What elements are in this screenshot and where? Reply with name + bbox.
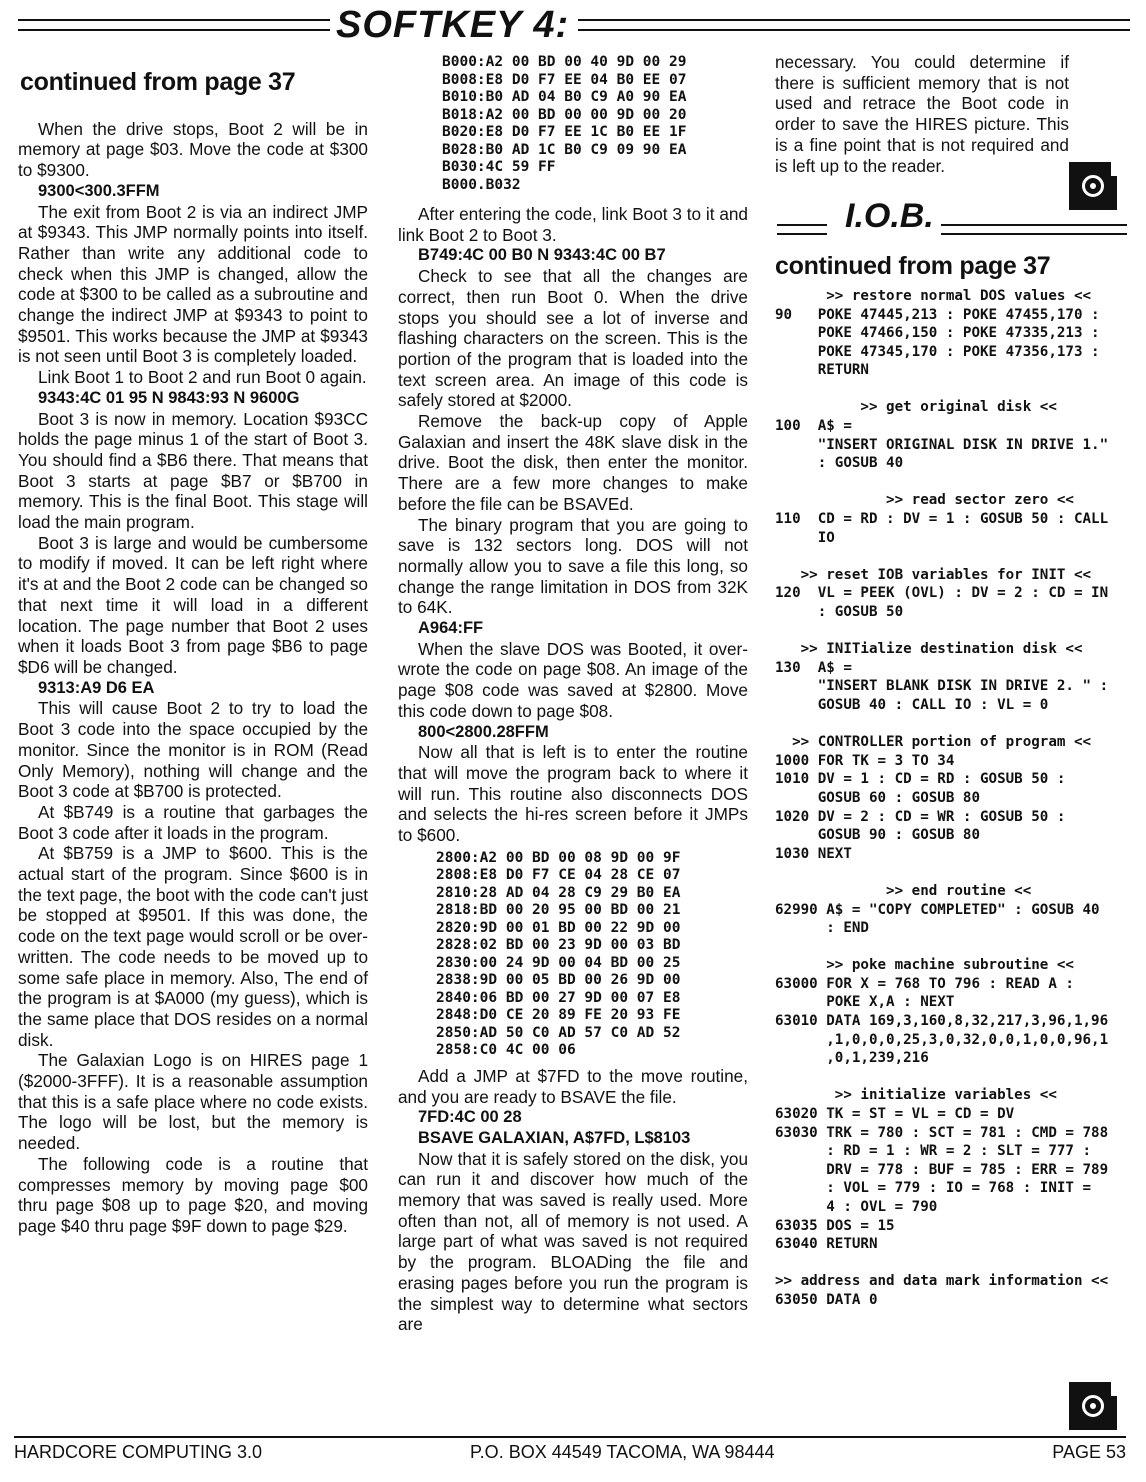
basic-listing: >> restore normal DOS values << 90 POKE 47445,213 : POKE 47455,170 : POKE 47466,150 : POKE 47335,213 : POKE 47345,170 : POKE 47356,173 : RETURN >> get original disk << 100 A$ = "INSERT ORIGINAL DISK IN DRIVE 1." : GOSUB 40 >> read sector zero << 110 CD = RD : DV = 1 : GOSUB 50 : CALL IO >> reset IOB variables for INIT << 120 VL = PEEK (OVL) : DV = 2 : CD = IN : GOSUB 50 >> INITialize destination disk << 130 A$ = "INSERT BLANK DISK IN DRIVE 2. " : GOSUB 40 : CALL IO : VL = 0 >> CONTROLLER portion of program << 1000 FOR TK = 3 TO 34 1010 DV = 1 : CD = RD : GOSUB 50 : GOSUB 60 : GOSUB 80 1020 DV = 2 : CD = WR : GOSUB 50 : GOSUB 90 : GOSUB 80 1030 NEXT >> end routine << 62990 A$ = "COPY COMPLETED" : GOSUB 40 : END >> poke machine subroutine << 63000 FOR X = 768 TO 796 : READ A : POKE X,A : NEXT 63010 DATA 169,3,160,8,32,217,3,96,1,96 ,1,0,0,0,25,3,0,32,0,0,1,0,0,96,1 ,0,1,239,216 >> initialize variables << 63020 TK = ST = VL = CD = DV 63030 TRK = 780 : SCT = 781 : CMD = 788 : RD = 1 : WR = 2 : SLT = 777 : DRV = 778 : BUF = 785 : ERR = 789 : VOL = 779 : IO = 768 : INIT = 4 : OVL = 790 63035 DOS = 15 63040 RETURN >> address and data mark information << 63050 DATA 0 — [775, 287, 1109, 1308]
paragraph: Add a JMP at $7FD to the move routine, and you are ready to BSAVE the file. — [398, 1065, 748, 1107]
floppy-disk-icon — [1069, 162, 1117, 210]
monitor-command: BSAVE GALAXIAN, A$7FD, L$8103 — [418, 1128, 691, 1147]
paragraph: When the drive stops, Boot 2 will be in memory at page $03. Move the code at $300 to $9300. — [18, 118, 368, 181]
column-right — [775, 52, 1127, 1310]
paragraph: Boot 3 is large and would be cumbersome to modify if moved. It can be left right where it's at and the Boot 2 code can be changed so that next time it will load in a different location. The page number that Boot 2 uses when it loads Boot 3 from page $B6 to page $D6 will be changed. — [18, 532, 368, 677]
paragraph: At $B759 is a JMP to $600. This is the actual start of the program. Since $600 is in the text page, the boot with the code can't just be stopped at $9501. If this was done, the code on the text page would scroll or be over-written. The code needs to be moved up to some safe place in memory. Also, The end of the program is at $A000 (my guess), which is the same place that DOS resides on a normal disk. — [18, 843, 368, 1050]
paragraph: This will cause Boot 2 to try to load the Boot 3 code into the space occupied by the monitor. Since the monitor is in ROM (Read Only Memory), nothing will change and the Boot 3 code at $B700 is protected. — [18, 698, 368, 802]
footer-address: P.O. BOX 44549 TACOMA, WA 98444 — [470, 1442, 775, 1462]
monitor-command: B749:4C 00 B0 N 9343:4C 00 B7 — [418, 246, 666, 265]
paragraph: The following code is a routine that compresses memory by moving page $00 thru page $08 up to page $20, and moving page $40 thru page $9F down to page $29. — [18, 1153, 368, 1236]
banner-rule-left — [777, 224, 827, 235]
paragraph: The binary program that you are going to save is 132 sectors long. DOS will not normally allow you to save a file this long, so change the range limitation in DOS from 32K to 64K. — [398, 514, 748, 618]
hex-listing: B000:A2 00 BD 00 40 9D 00 29 B008:E8 D0 F7 EE 04 B0 EE 07 B010:B0 AD 04 B0 C9 A0 90 EA B018:A2 00 BD 00 00 9D 00 20 B020:E8 D0 F7 EE 1C B0 EE 1F B028:B0 AD 1C B0 C9 09 90 EA B030:4C 59 FF B000.B032 — [442, 54, 687, 193]
column-middle — [398, 52, 748, 1335]
article-title: SOFTKEY 4: — [336, 4, 570, 46]
iob-title: I.O.B. — [845, 197, 934, 236]
monitor-command: A964:FF — [418, 619, 484, 638]
paragraph: Link Boot 1 to Boot 2 and run Boot 0 again. — [38, 367, 367, 388]
monitor-command: 9300<300.3FFM — [38, 181, 160, 200]
paragraph: necessary. You could determine if there is sufficient memory that is not used and retrace the Boot code in order to save the HIRES picture. This is a fine point that is not required and is left up to the reader. — [775, 52, 1069, 176]
paragraph: The Galaxian Logo is on HIRES page 1 ($2000-3FFF). It is a reasonable assumption that this is a safe place where no code exists. The logo will be lost, but the memory is needed. — [18, 1050, 368, 1154]
monitor-command: 800<2800.28FFM — [418, 722, 549, 741]
continued-heading: continued from page 37 — [20, 68, 296, 96]
monitor-command: 9343:4C 01 95 N 9843:93 N 9600G — [38, 388, 300, 407]
paragraph: Check to see that all the changes are correct, then run Boot 0. When the drive stops you should see a lot of inverse and flashing characters on the screen. This is the portion of the program that is loaded into the text screen area. An image of this code is safely stored at $2000. — [398, 266, 748, 411]
iob-banner — [775, 197, 1127, 254]
banner-rule-left — [18, 19, 330, 31]
column-left — [18, 52, 368, 1237]
banner-rule-right — [578, 19, 1130, 31]
article-banner — [18, 6, 1130, 46]
paragraph: Now all that is left is to enter the routine that will move the program back to where it will run. This routine also disconnects DOS and selects the hi-res screen before it JMPs to $600. — [398, 742, 748, 846]
paragraph: At $B749 is a routine that garbages the Boot 3 code after it loads in the program. — [18, 801, 368, 843]
footer-publication: HARDCORE COMPUTING 3.0 — [14, 1442, 263, 1462]
footer-page-number: PAGE 53 — [1052, 1442, 1126, 1462]
paragraph: Remove the back-up copy of Apple Galaxian and insert the 48K slave disk in the drive. Boot the disk, then enter the monitor. There are a few more changes to make before the file can be BSAVEd. — [398, 411, 748, 514]
paragraph: When the slave DOS was Booted, it over-wrote the code on page $08. An image of the page $08 code was saved at $2800. Move this code down to page $08. — [398, 638, 748, 721]
page-footer — [14, 1436, 1126, 1468]
continued-heading: continued from page 37 — [775, 252, 1051, 281]
monitor-command: 9313:A9 D6 EA — [38, 678, 155, 697]
banner-rule-right — [941, 224, 1127, 235]
monitor-command: 7FD:4C 00 28 — [418, 1108, 522, 1127]
floppy-disk-icon — [1069, 1382, 1117, 1430]
paragraph: After entering the code, link Boot 3 to it and link Boot 2 to Boot 3. — [398, 204, 748, 245]
paragraph: Now that it is safely stored on the disk, you can run it and discover how much of the memory that was saved is really used. More often than not, all of memory is not used. A large part of what was saved is not required by the program. BLOADing the file and erasing pages before you run the program is the simplest way to determine what sectors are — [398, 1148, 748, 1335]
paragraph: Boot 3 is now in memory. Location $93CC holds the page minus 1 of the start of Boot 3. You should find a $B6 there. That means that Boot 3 starts at page $B7 or $B700 in memory. This is the final Boot. This stage will load the main program. — [18, 408, 368, 533]
paragraph: The exit from Boot 2 is via an indirect JMP at $9343. This JMP normally points into itself. Rather than write any additional code to check when this JMP is changed, allow the code at $300 to be called as a subroutine and change the indirect JMP at $9343 to point to $9501. This works because the JMP at $9343 is not seen until Boot 3 is completely loaded. — [18, 201, 368, 367]
hex-listing: 2800:A2 00 BD 00 08 9D 00 9F 2808:E8 D0 F7 CE 04 28 CE 07 2810:28 AD 04 28 C9 29 B0 EA 2818:BD 00 20 95 00 BD 00 21 2820:9D 00 01 BD 00 22 9D 00 2828:02 BD 00 23 9D 00 03 BD 2830:00 24 9D 00 04 BD 00 25 2838:9D 00 05 BD 00 26 9D 00 2840:06 BD 00 27 9D 00 07 E8 2848:D0 CE 20 89 FE 20 93 FE 2850:AD 50 C0 AD 57 C0 AD 52 2858:C0 4C 00 06 — [436, 849, 681, 1059]
